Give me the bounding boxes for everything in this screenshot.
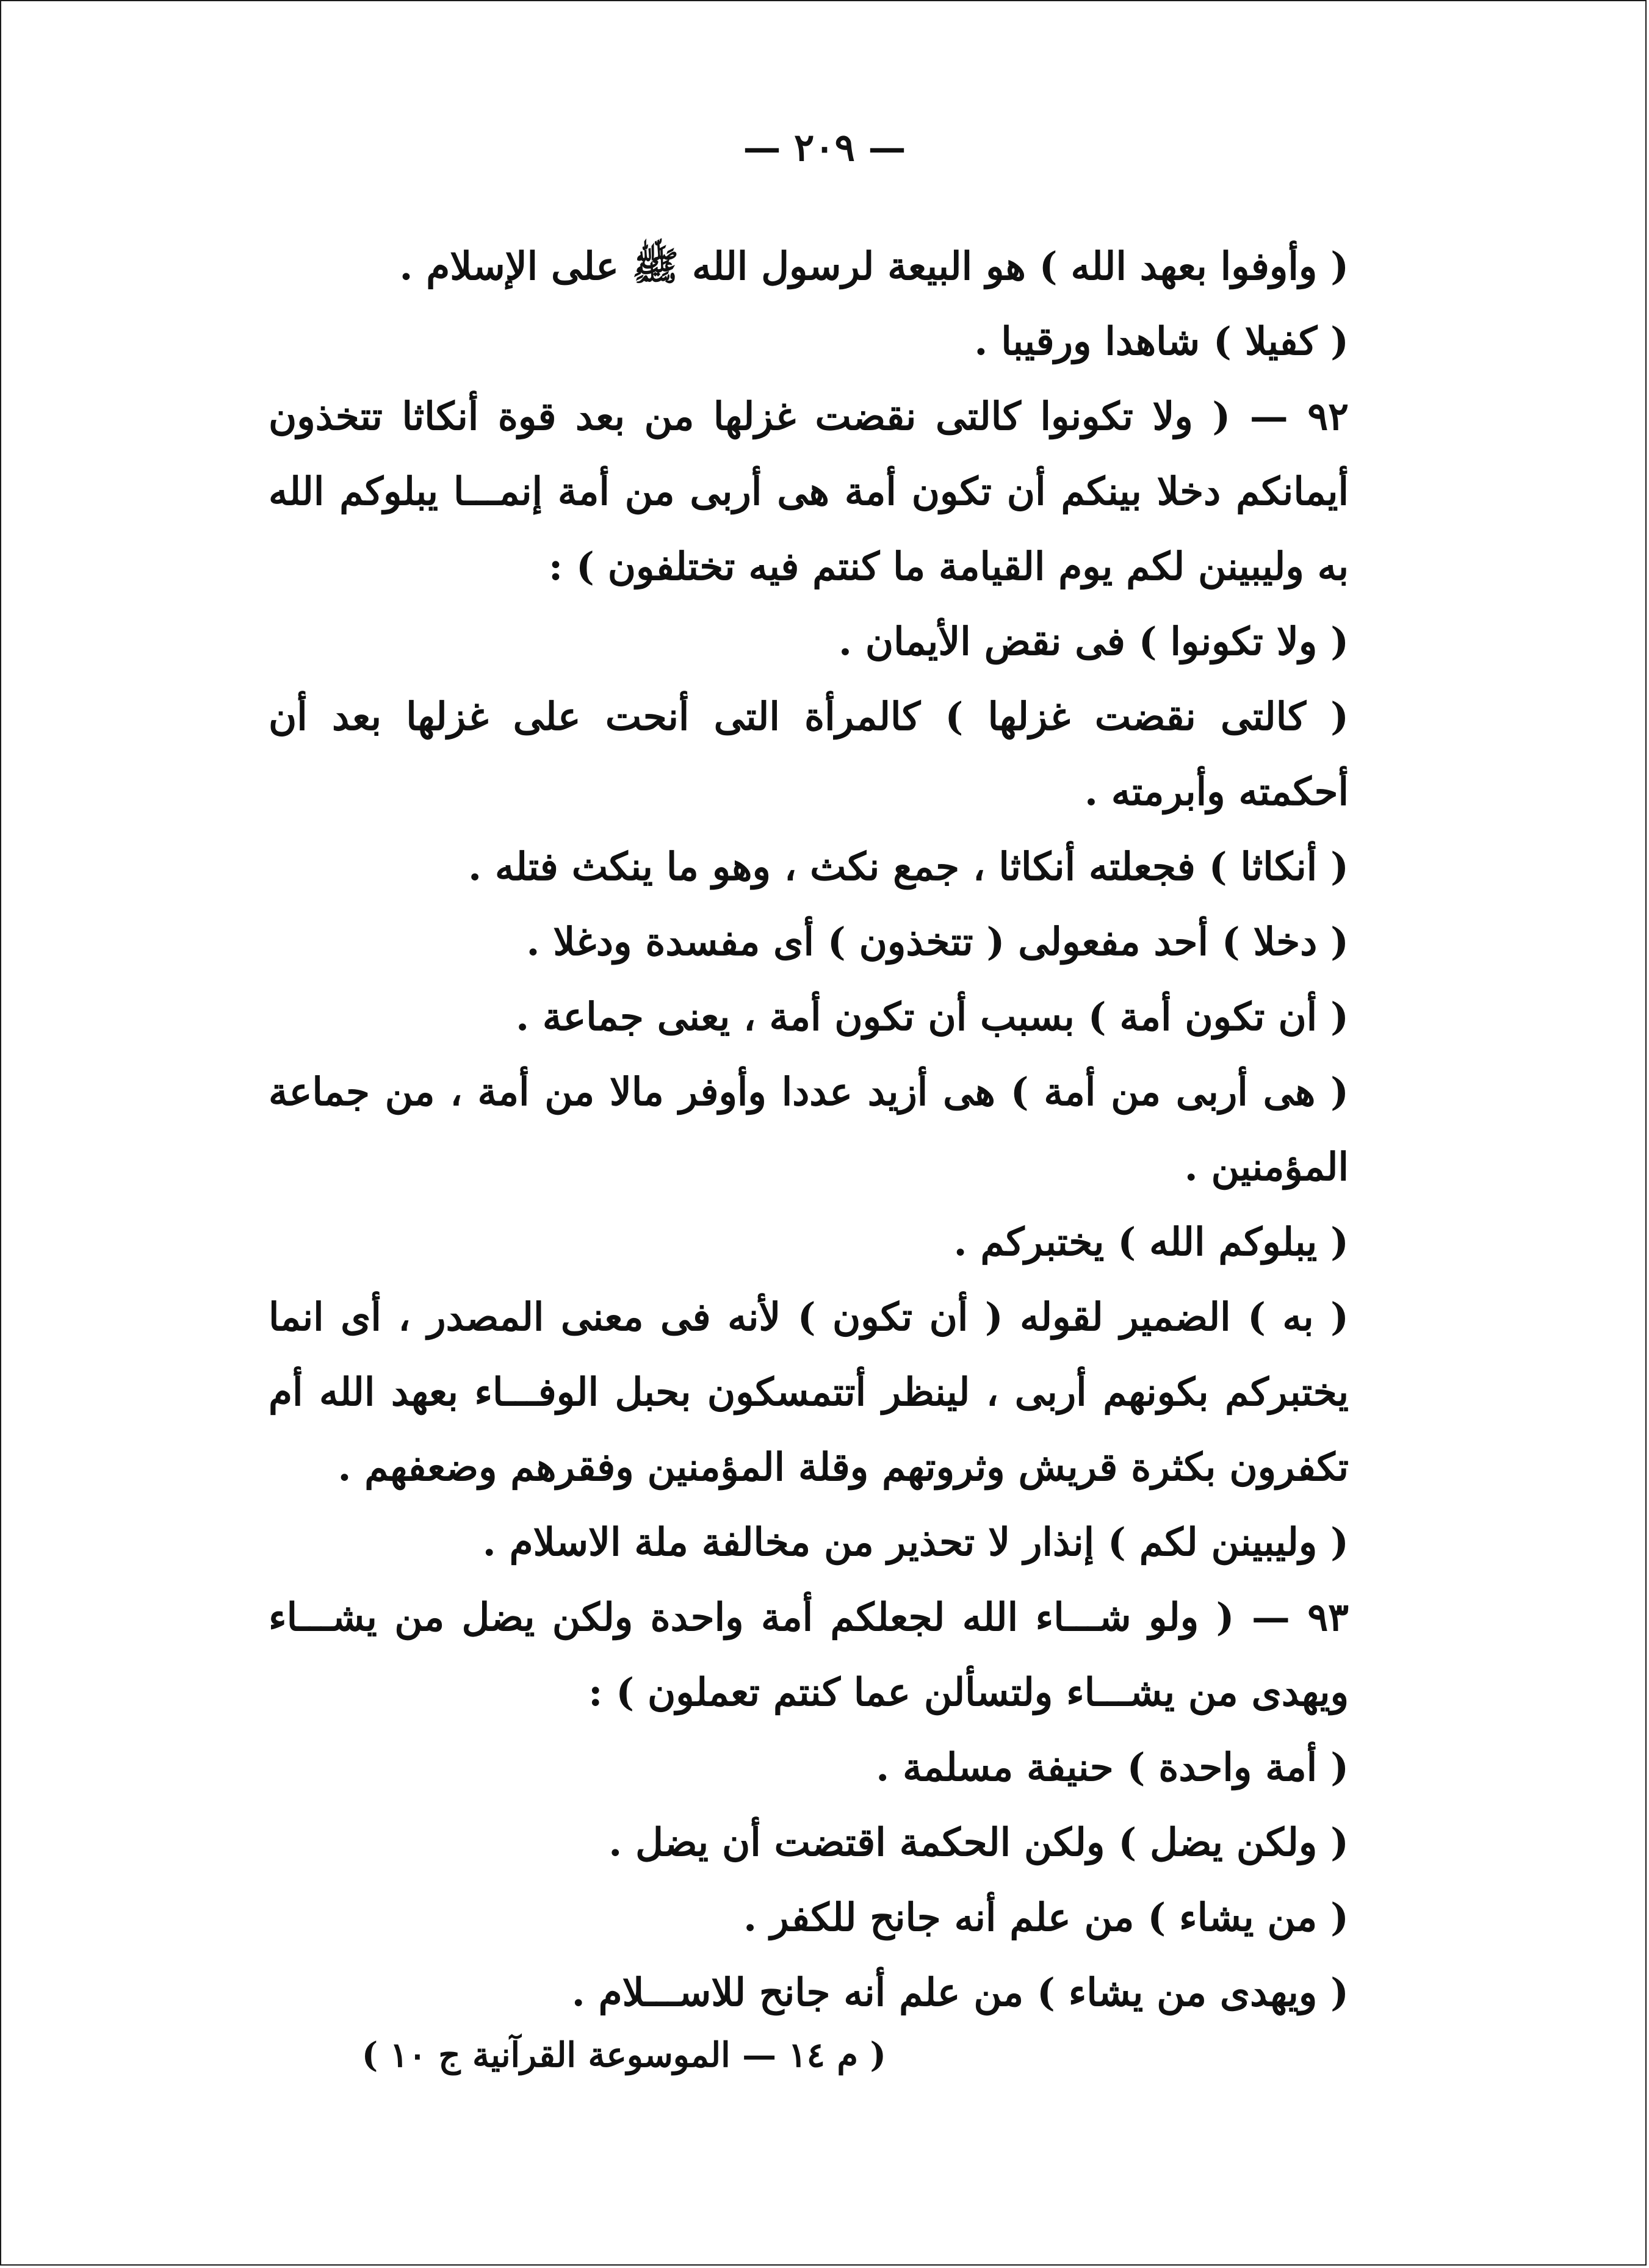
paragraph: ( من يشاء ) من علم أنه جانح للكفر . xyxy=(743,1895,1349,1940)
paragraph: ( كالتى نقضت غزلها ) كالمرأة التى أنحت على غزلها بعد أن أحكمته وأبرمته . xyxy=(269,694,1349,814)
page-number: — ٢٠٩ — xyxy=(743,125,906,170)
paragraph: ( هى أربى من أمة ) هى أزيد عددا وأوفر مالا من أمة ، من جماعة المؤمنين . xyxy=(269,1069,1349,1189)
paragraph: ( وأوفوا بعهد الله ) هو البيعة لرسول الله ﷺ على الإسلام . xyxy=(399,243,1349,289)
footer-signature: ( م ١٤ — الموسوعة القرآنية ج ١٠ ) xyxy=(361,2035,886,2075)
paragraph: ( ويهدى من يشاء ) من علم أنه جانح للاســـلام . xyxy=(571,1970,1349,2015)
paragraph: ( كفيلا ) شاهدا ورقيبا . xyxy=(974,319,1349,364)
paragraph: ( به ) الضمير لقوله ( أن تكون ) لأنه فى معنى المصدر ، أى انما يختبركم بكونهم أربى ، لينظر أتتمسكون بحبل الوفـــاء بعهد الله أم تكفرون بكثرة قريش وثروتهم وقلة المؤمنين وفقرهم وضعفهم . xyxy=(269,1294,1349,1489)
paragraph: ( وليبينن لكم ) إنذار لا تحذير من مخالفة ملة الاسلام . xyxy=(482,1519,1349,1564)
paragraph: ( أن تكون أمة ) بسبب أن تكون أمة ، يعنى جماعة . xyxy=(516,994,1349,1039)
body-text xyxy=(269,229,1428,2030)
paragraph: ( ولا تكونوا ) فى نقض الأيمان . xyxy=(839,619,1349,664)
paragraph: ( أمة واحدة ) حنيفة مسلمة . xyxy=(876,1744,1349,1790)
paragraph: ( دخلا ) أحد مفعولى ( تتخذون ) أى مفسدة ودغلا . xyxy=(526,919,1349,964)
paragraph: ( ولكن يضل ) ولكن الحكمة اقتضت أن يضل . xyxy=(608,1820,1349,1865)
paragraph: ( يبلوكم الله ) يختبركم . xyxy=(953,1219,1349,1264)
verse-93: ٩٣ — ( ولو شـــاء الله لجعلكم أمة واحدة ولكن يضل من يشـــاء ويهدى من يشـــاء ولتسألن عما كنتم تعملون ) : xyxy=(269,1594,1349,1715)
paragraph: ( أنكاثا ) فجعلته أنكاثا ، جمع نكث ، وهو ما ينكث فتله . xyxy=(468,844,1349,889)
verse-92: ٩٢ — ( ولا تكونوا كالتى نقضت غزلها من بعد قوة أنكاثا تتخذون أيمانكم دخلا بينكم أن تكون أمة هى أربى من أمة إنمـــا يبلوكم الله به وليبينن لكم يوم القيامة ما كنتم فيه تختلفون ) : xyxy=(269,394,1349,589)
